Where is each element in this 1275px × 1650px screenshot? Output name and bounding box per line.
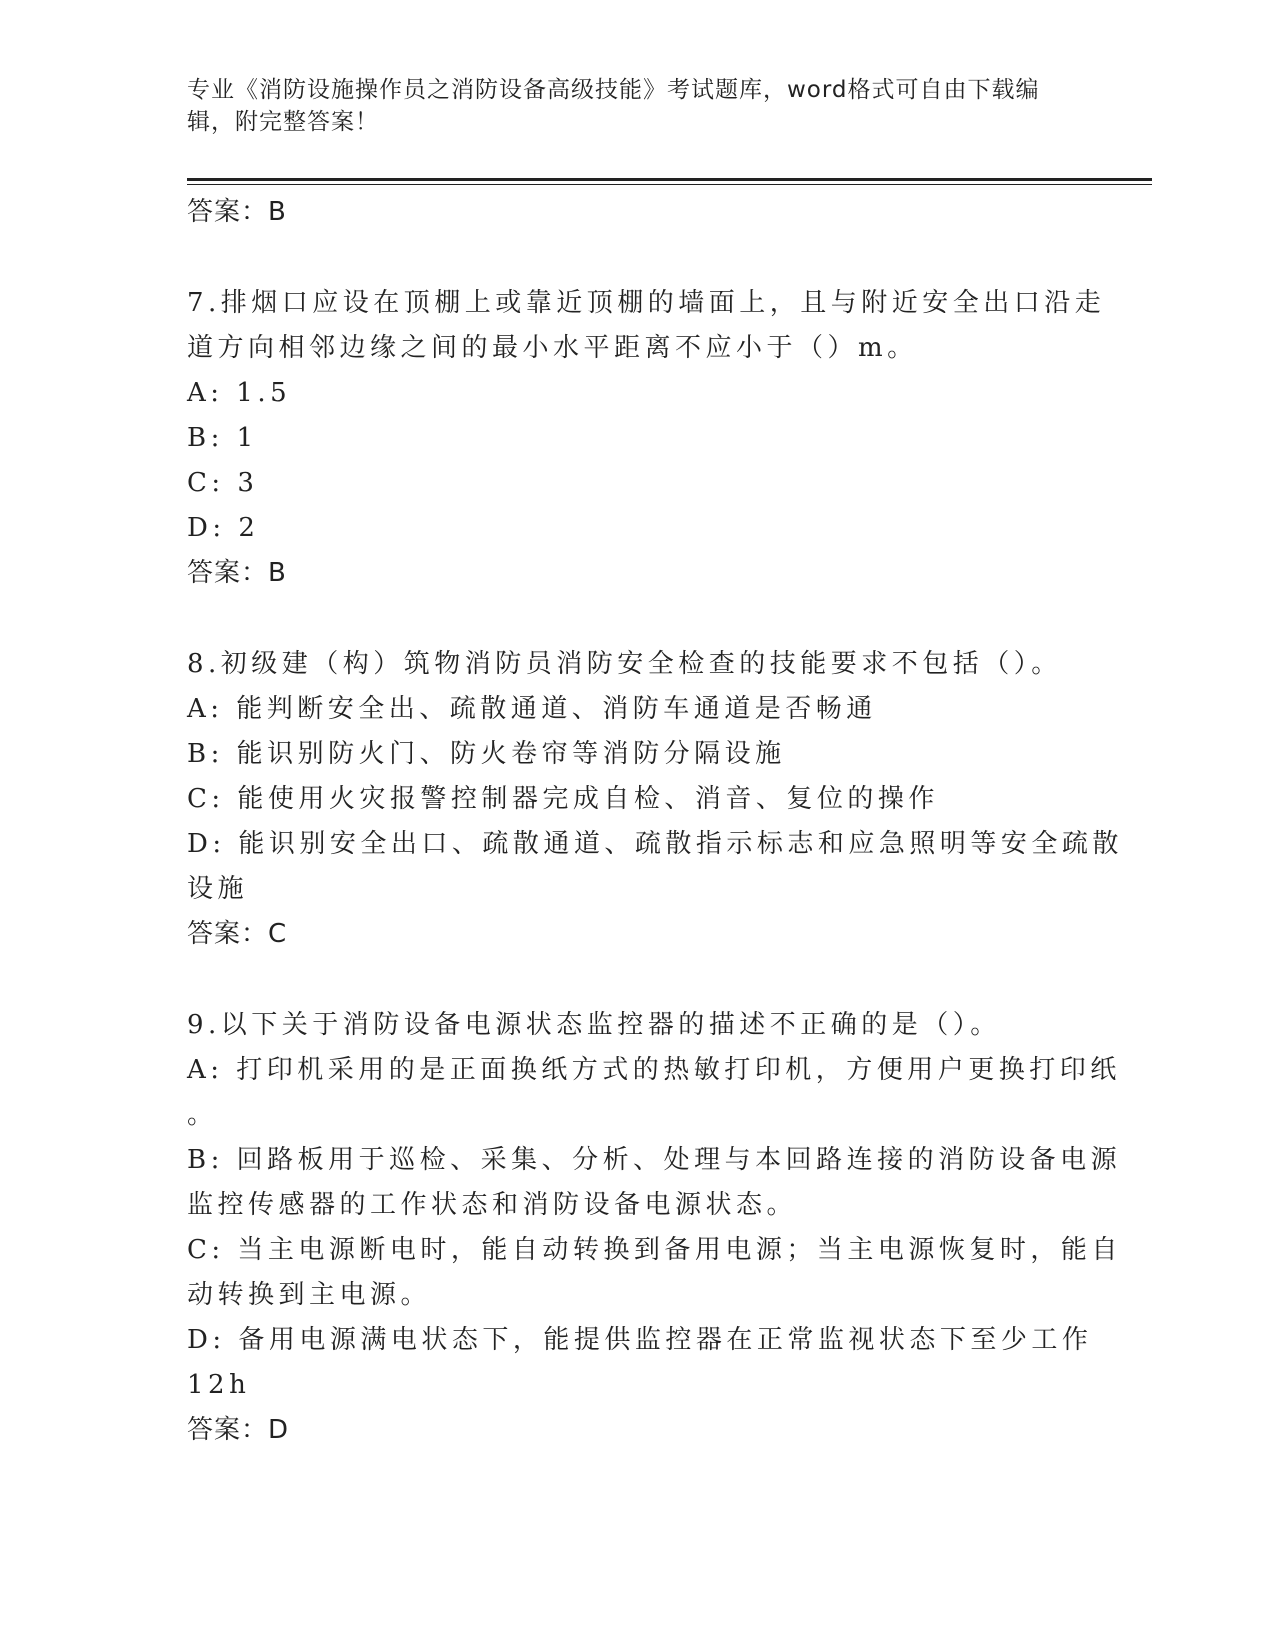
question-stem-line: 道方向相邻边缘之间的最小水平距离不应小于（）m。 <box>187 333 918 363</box>
option-b: B: 1 <box>187 423 258 453</box>
question-stem-line: 7.排烟口应设在顶棚上或靠近顶棚的墙面上，且与附近安全出口沿走 <box>187 288 1106 318</box>
question-block <box>187 1003 1122 1453</box>
option-a-continued: 。 <box>187 1100 218 1130</box>
option-a: A: 1.5 <box>187 378 292 408</box>
option-d: D: 能识别安全出口、疏散通道、疏散指示标志和应急照明等安全疏散 <box>187 829 1123 859</box>
option-c: C: 能使用火灾报警控制器完成自检、消音、复位的操作 <box>187 784 939 814</box>
header-rule-thin <box>187 184 1152 185</box>
option-d-continued: 12h <box>187 1370 251 1400</box>
header-rule-thick <box>187 178 1152 181</box>
answer-label: 答案：B <box>187 197 287 227</box>
question-stem-line: 8.初级建（构）筑物消防员消防安全检查的技能要求不包括（）。 <box>187 649 1062 679</box>
question-block <box>187 281 1106 596</box>
option-b-continued: 监控传感器的工作状态和消防设备电源状态。 <box>187 1190 798 1220</box>
option-d: D: 2 <box>187 513 260 543</box>
option-d: D: 备用电源满电状态下，能提供监控器在正常监视状态下至少工作 <box>187 1325 1093 1355</box>
option-c: C: 3 <box>187 468 259 498</box>
answer-label: 答案：B <box>187 558 287 588</box>
option-a: A: 打印机采用的是正面换纸方式的热敏打印机，方便用户更换打印纸 <box>187 1055 1121 1085</box>
question-list <box>187 190 1123 1453</box>
question-stem-line: 9.以下关于消防设备电源状态监控器的描述不正确的是（）。 <box>187 1010 1001 1040</box>
option-b: B: 能识别防火门、防火卷帘等消防分隔设施 <box>187 739 786 769</box>
option-d-continued: 设施 <box>187 874 249 904</box>
option-a: A: 能判断安全出、疏散通道、消防车通道是否畅通 <box>187 694 877 724</box>
option-b: B: 回路板用于巡检、采集、分析、处理与本回路连接的消防设备电源 <box>187 1145 1122 1175</box>
option-c-continued: 动转换到主电源。 <box>187 1280 432 1310</box>
document-header: 专业《消防设施操作员之消防设备高级技能》考试题库，word格式可自由下载编辑，附完整答案！ <box>187 77 1040 135</box>
option-c: C: 当主电源断电时，能自动转换到备用电源；当主电源恢复时，能自 <box>187 1235 1122 1265</box>
answer-label: 答案：C <box>187 919 288 949</box>
answer-label: 答案：D <box>187 1415 290 1445</box>
question-block <box>187 642 1123 957</box>
